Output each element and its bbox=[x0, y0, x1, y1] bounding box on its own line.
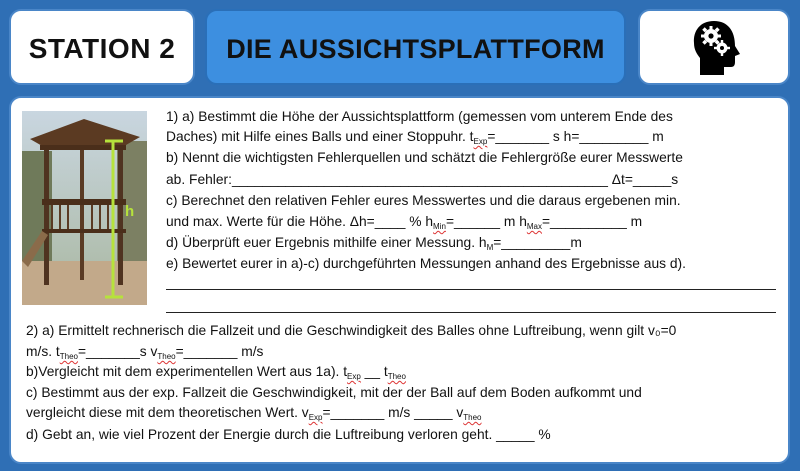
task1-a-line2: Daches) mit Hilfe eines Balls und einer Stoppuhr. $t_{Exp}=\_\_\_\_\_\_\_$ s h=_________ m bbox=[166, 129, 664, 146]
answer-line-2 bbox=[166, 312, 776, 313]
height-label: h bbox=[125, 203, 135, 220]
task1-e-line: e) Bewertet eurer in a)-c) durchgeführten Messungen anhand des Ergebnisse aus d). bbox=[166, 256, 686, 271]
head-gears-icon bbox=[688, 17, 750, 79]
platform-photo bbox=[22, 111, 147, 305]
title-box bbox=[205, 9, 626, 85]
task2-c-line1: c) Bestimmt aus der exp. Fallzeit die Geschwindigkeit, mit der der Ball auf dem Boden aufkommt und bbox=[26, 385, 642, 400]
task1-d-line: d) Überprüft euer Ergebnis mithilfe einer Messung. $h_M=\_\_\_\_\_\_\_\_\_m$ bbox=[166, 235, 582, 252]
icon-box bbox=[638, 9, 790, 85]
task2-d-line: d) Gebt an, wie viel Prozent der Energie durch die Luftreibung verloren geht. _____ % bbox=[26, 427, 551, 442]
station-label-box bbox=[9, 9, 195, 85]
task1-c-line2: und max. Werte für die Höhe. Δh=____ % $h_{Min}=\_\_\_\_\_\_$ m $h_{Max}=\_\_\_\_\_\_\_\_\_\_$ m bbox=[166, 214, 643, 231]
page-title: DIE AUSSICHTSPLATTFORM bbox=[226, 34, 605, 64]
task1-b-line1: b) Nennt die wichtigsten Fehlerquellen und schätzt die Fehlergröße eurer Messwerte bbox=[166, 150, 683, 165]
task1-c-line1: c) Berechnet den relativen Fehler eures Messwertes und die daraus ergebenen min. bbox=[166, 193, 681, 208]
task2-c-line2: vergleicht diese mit dem theoretischen Wert. $v_{Exp}=\_\_\_\_\_\_\_$ m/s _____ $v_{Theo}$ bbox=[26, 405, 482, 422]
task2-b-line: b)Vergleicht mit dem experimentellen Wert aus 1a). $t_{Exp}$ __ $t_{Theo}$ bbox=[26, 364, 406, 381]
task1-a-line1: 1) a) Bestimmt die Höhe der Aussichtsplattform (gemessen vom unterem Ende des bbox=[166, 109, 673, 124]
task1-b-line2: ab. Fehler:_________________________________________________ Δt=_____s bbox=[166, 172, 679, 187]
task2-a-line2: m/s. $t_{Theo}=\_\_\_\_\_\_\_s$ $v_{Theo}=\_\_\_\_\_\_\_$ m/s bbox=[26, 344, 264, 361]
task2-a-line1: 2) a) Ermittelt rechnerisch die Fallzeit und die Geschwindigkeit des Balles ohne Luftreibung, wenn gilt v₀=0 bbox=[26, 323, 677, 338]
answer-line-1 bbox=[166, 289, 776, 290]
station-label: STATION 2 bbox=[28, 33, 176, 64]
